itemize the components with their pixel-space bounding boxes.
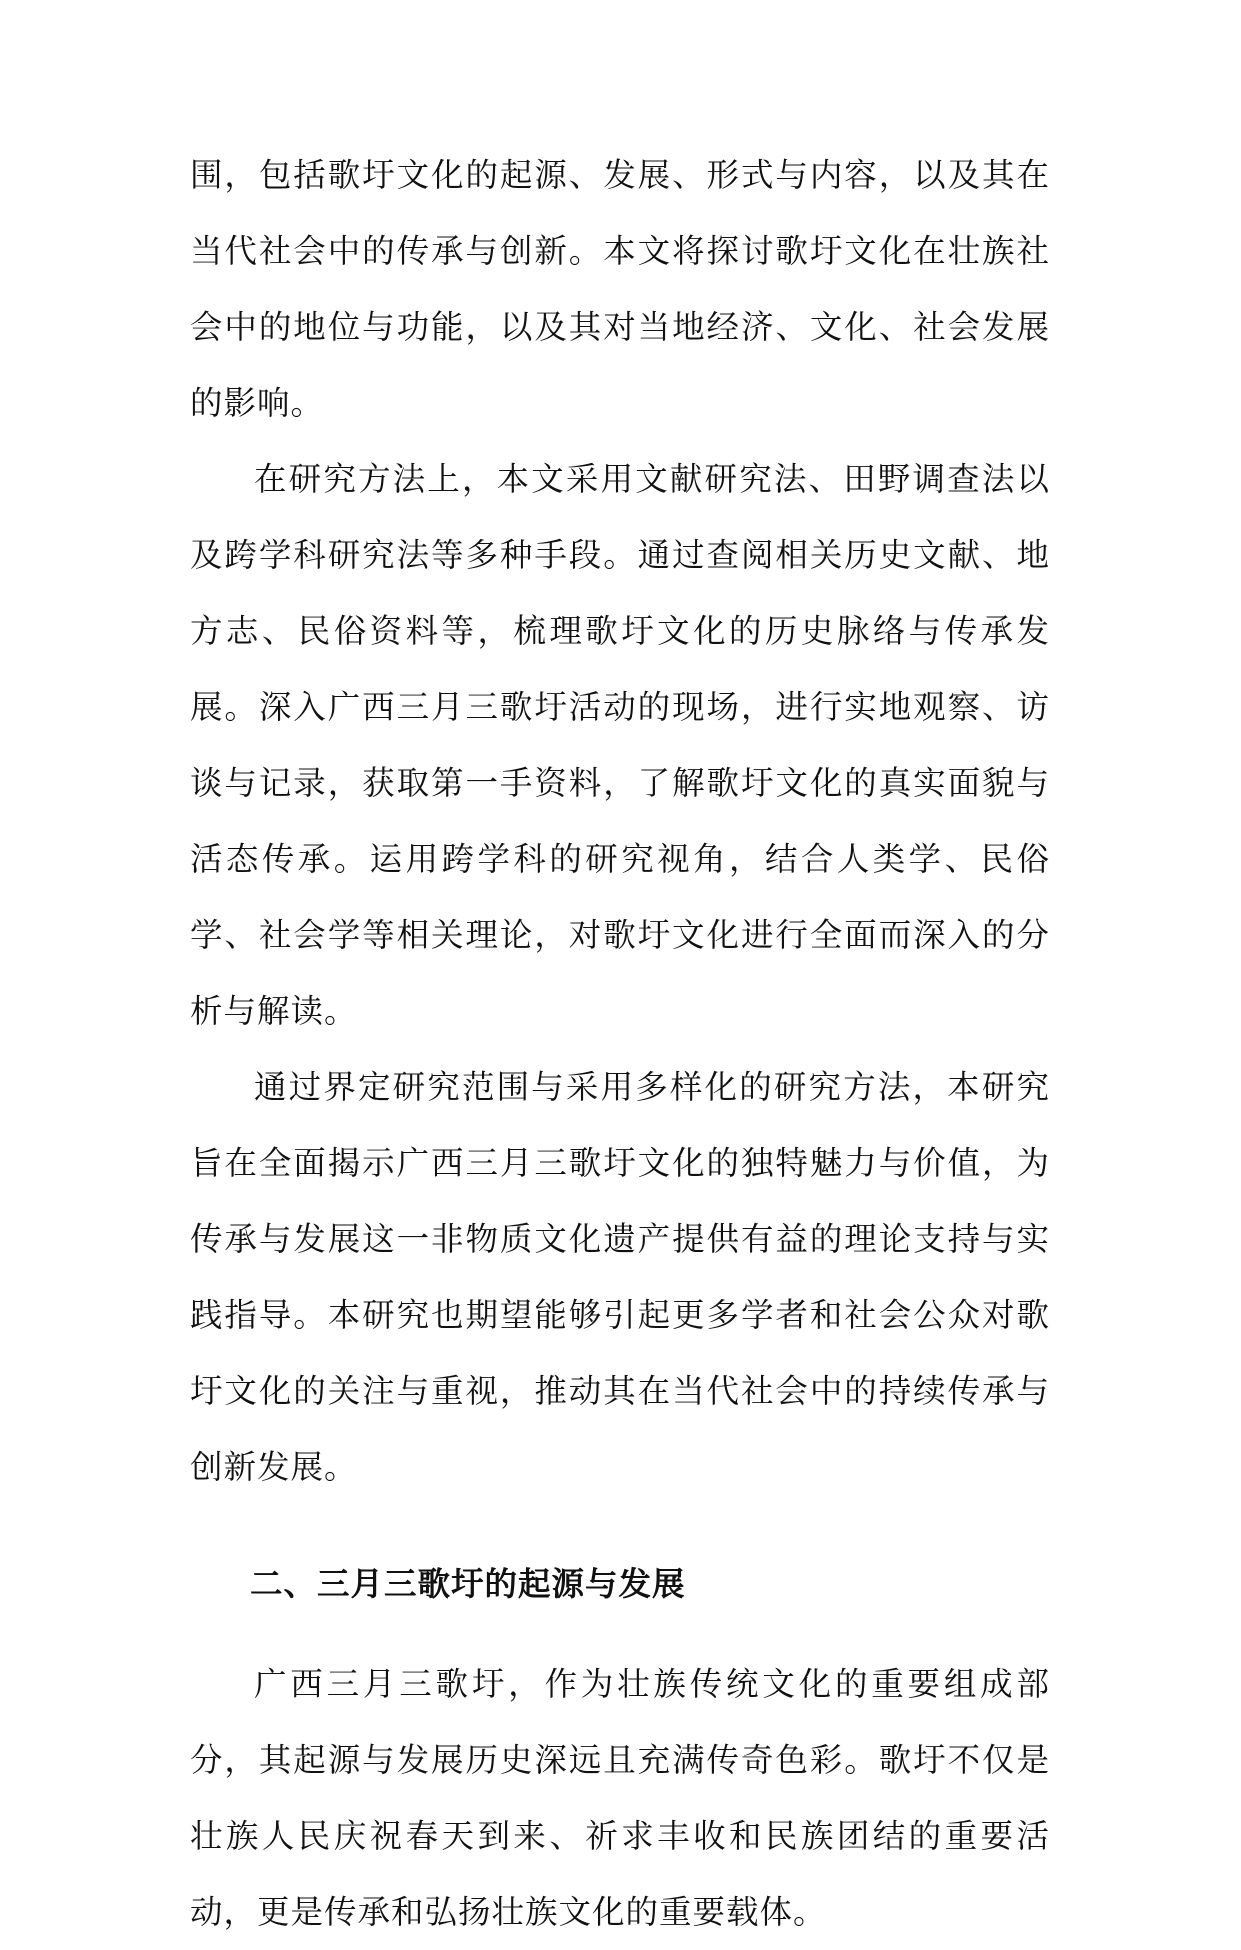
document-page bbox=[190, 137, 1050, 1950]
section-heading: 二、三月三歌圩的起源与发展 bbox=[250, 1565, 686, 1603]
paragraph-continuation: 围，包括歌圩文化的起源、发展、形式与内容，以及其在当代社会中的传承与创新。本文将探讨歌圩文化在壮族社会中的地位与功能，以及其对当地经济、文化、社会发展的影响。 bbox=[190, 156, 1050, 422]
paragraph-research-methods: 在研究方法上，本文采用文献研究法、田野调查法以及跨学科研究法等多种手段。通过查阅相关历史文献、地方志、民俗资料等，梳理歌圩文化的历史脉络与传承发展。深入广西三月三歌圩活动的现场，进行实地观察、访谈与记录，获取第一手资料，了解歌圩文化的真实面貌与活态传承。运用跨学科的研究视角，结合人类学、民俗学、社会学等相关理论，对歌圩文化进行全面而深入的分析与解读。 bbox=[190, 460, 1050, 1030]
paragraph-research-goals: 通过界定研究范围与采用多样化的研究方法，本研究旨在全面揭示广西三月三歌圩文化的独特魅力与价值，为传承与发展这一非物质文化遗产提供有益的理论支持与实践指导。本研究也期望能够引起更多学者和社会公众对歌圩文化的关注与重视，推动其在当代社会中的持续传承与创新发展。 bbox=[190, 1068, 1050, 1486]
paragraph-origin-intro: 广西三月三歌圩，作为壮族传统文化的重要组成部分，其起源与发展历史深远且充满传奇色彩。歌圩不仅是壮族人民庆祝春天到来、祈求丰收和民族团结的重要活动，更是传承和弘扬壮族文化的重要载体。 bbox=[190, 1665, 1050, 1931]
